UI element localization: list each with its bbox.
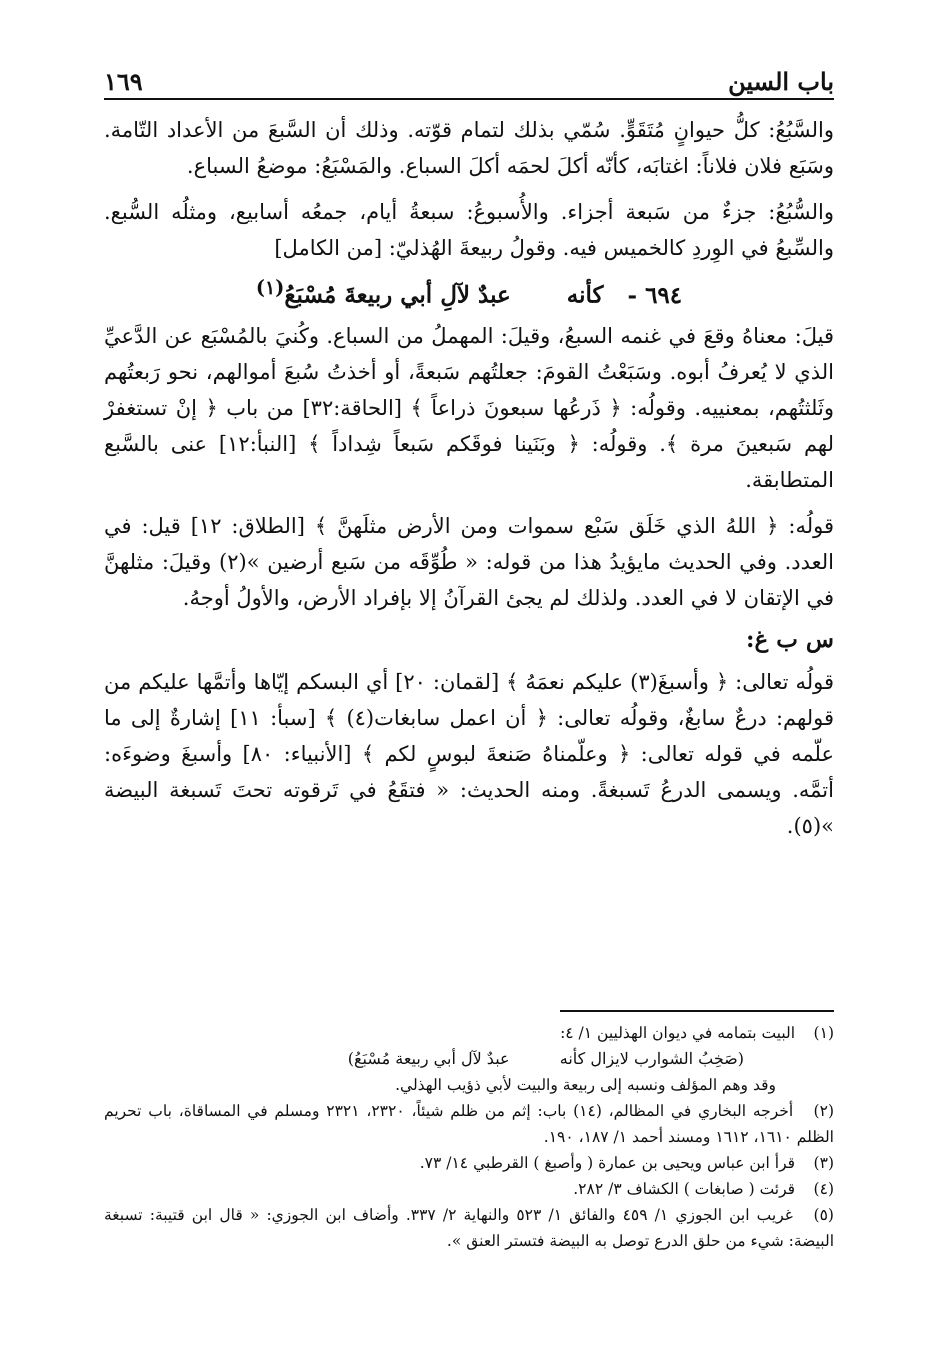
- footnote-verse-first: صَخِبُ الشوارب لايزال كأنه: [559, 1049, 738, 1068]
- footnote-verse-second: عبدٌ لآل أبي ربيعة مُسْبَعُ: [353, 1049, 510, 1068]
- footnote-text: غريب ابن الجوزي ١/ ٤٥٩ والفائق ١/ ٥٢٣ والنهاية ٢/ ٣٣٧. وأضاف ابن الجوزي: « قال ابن قتيبة: تسبغة البيضة: شيء من حلق الدرع توصل به البيضة فتستر العنق ».: [104, 1206, 834, 1250]
- footnote-number: (١): [813, 1024, 834, 1042]
- footnote-number: (٢): [813, 1102, 834, 1120]
- footnote-4: [104, 1176, 834, 1202]
- paragraph-asbagha: قولُه تعالى: ﴿ وأسبغَ(٣) عليكم نعمَهُ ﴾ [لقمان: ٢٠] أي البسكم إيّاها وأتمَّها عليكم من قولهم: درعٌ سابغٌ، وقولُه تعالى: ﴿ أن اعمل سابغات(٤) ﴾ [سبأ: ١١] إشارةٌ إلى ما علّمه في قوله تعالى: ﴿ وعلّمناهُ صَنعةَ لبوسٍ لكم ﴾ [الأنبياء: ٨٠] وأسبغَ وضوءَه: أتمَّه. ويسمى الدرعُ تَسبغةً. ومنه الحديث: « فتقَعُ في تَرقوته تحتَ تَسبغة البيضة »(٥).: [104, 669, 834, 838]
- paragraph-subu: والسُّبُعُ: جزءٌ من سَبعة أجزاء. والأُسبوعُ: سبعةُ أيام، جمعُه أسابيع، ومثلُه السُّبع. والسِّبعُ في الوِردِ كالخميس فيه. وقولُ ربيعةَ الهُذليّ: [من الكامل]: [104, 200, 834, 260]
- footnote-text: أخرجه البخاري في المظالم، (١٤) باب: إثم من ظلم شيئاً، ٢٣٢٠، ٢٣٢١ ومسلم في المساقاة، باب تحريم الظلم ١٦١٠، ١٦١٢ ومسند أحمد ١/ ١٨٧، ١٩٠.: [104, 1102, 834, 1146]
- page-number: ١٦٩: [104, 67, 143, 96]
- footnote-2: [104, 1098, 834, 1150]
- footnote-1: [104, 1020, 834, 1046]
- footnotes: [104, 1020, 834, 1254]
- chapter-title: باب السين: [728, 67, 834, 96]
- paragraph-sabu: والسَّبُعُ: كلُّ حيوانٍ مُتَقَوٍّ. سُمّي بذلك لتمام قوّته. وذلك أن السَّبعَ من الأعداد التّامة. وسَبَع فلان فلاناً: اغتابَه، كأنّه أكلَ لحمَه أكلَ السباع. والمَسْبَعُ: موضعُ السباع.: [104, 118, 834, 178]
- main-text: [104, 112, 834, 844]
- footnote-text: قرئت ( صابغات ) الكشاف ٣/ ٢٨٢.: [573, 1180, 796, 1198]
- section-heading: س ب غ:: [746, 625, 834, 653]
- footnote-1-note: وقد وهم المؤلف ونسبه إلى ربيعة والبيت لأبي ذؤيب الهذلي.: [395, 1076, 776, 1094]
- verse-first-hemistich: كأنه: [566, 281, 604, 309]
- footnote-number: (٣): [813, 1154, 834, 1172]
- page-header: [104, 56, 834, 96]
- paragraph-talaq: قولُه: ﴿ اللهُ الذي خَلَق سَبْع سموات ومن الأرض مثلَهنَّ ﴾ [الطلاق: ١٢] قيل: في العدد. وفي الحديث مايؤيدُ هذا من قوله: « طُوِّقَه من سَبع أرضين »(٢) وقيلَ: مثلهنَّ في الإتقان لا في العدد. ولذلك لم يجئ القرآنُ إلا بإفراد الأرض، والأولُ أوجهُ.: [104, 513, 834, 610]
- paragraph-commentary: قيلَ: معناهُ وقعَ في غنمه السبعُ، وقيلَ: المهملُ من السباع. وكُنيَ بالمُسْبَع عن الدَّعيِّ الذي لا يُعرفُ أبوه. وسَبَعْتُ القومَ: جعلتُهم سَبعةً، أو أخذتُ سُبعَ أموالهم، نحو رَبعتُهم وثَلثتُهم، بمعنييه. وقولُه: ﴿ ذَرعُها سبعونَ ذراعاً ﴾ [الحاقة:٣٢] من باب ﴿ إنْ تستغفرْ لهم سَبعينَ مرة ﴾. وقولُه: ﴿ وبَنَينا فوقَكم سَبعاً شِداداً ﴾ [النبأ:١٢] عنى بالسَّبع المتطابقة.: [104, 323, 835, 492]
- footnote-divider: [560, 1010, 834, 1012]
- footnote-text: البيت بتمامه في ديوان الهذليين ١/ ٤:: [560, 1024, 796, 1042]
- poetry-verse: [104, 268, 834, 316]
- verse-number: ٦٩٤ -: [627, 281, 683, 309]
- header-divider: [104, 98, 834, 100]
- footnote-5: [104, 1202, 834, 1254]
- footnote-text: قرأ ابن عباس ويحيى بن عمارة ( وأصبغ ) القرطبي ١٤/ ٧٣.: [419, 1154, 796, 1172]
- footnote-mark: (١): [255, 276, 285, 299]
- footnote-number: (٤): [813, 1180, 834, 1198]
- verse-second-hemistich: عبدٌ لآلِ أبي ربيعةَ مُسْبَعُ: [284, 281, 511, 309]
- footnote-3: [104, 1150, 834, 1176]
- footnote-1-verse: (صَخِبُ الشوارب لايزال كأنه عبدٌ لآل أبي ربيعة مُسْبَعُ): [347, 1049, 744, 1068]
- footnote-number: (٥): [813, 1206, 834, 1224]
